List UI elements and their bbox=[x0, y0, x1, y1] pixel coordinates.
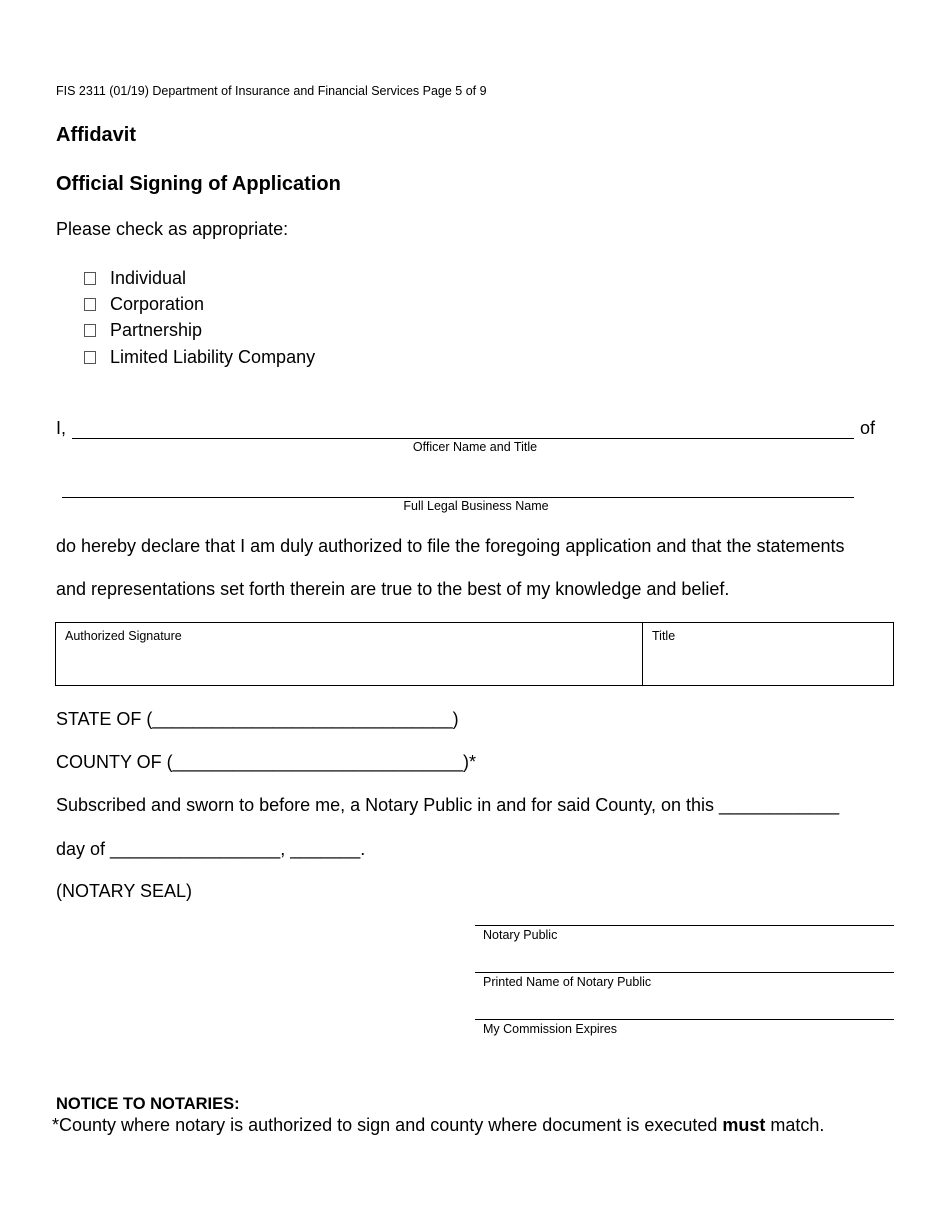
signature-table bbox=[55, 622, 894, 686]
authorized-signature-field[interactable] bbox=[56, 623, 643, 685]
declaration-line-1: do hereby declare that I am duly authorized to file the foregoing application and that the statements bbox=[56, 536, 845, 556]
checkbox-icon[interactable] bbox=[84, 272, 96, 285]
business-caption: Full Legal Business Name bbox=[403, 499, 549, 513]
section-title: Official Signing of Application bbox=[56, 173, 341, 195]
day-line: day of _________________, _______. bbox=[56, 839, 366, 859]
officer-name-field[interactable] bbox=[72, 420, 854, 439]
checkbox-llc[interactable] bbox=[84, 347, 315, 368]
title-field[interactable] bbox=[643, 623, 893, 685]
checkbox-label: Individual bbox=[110, 268, 187, 288]
checkbox-corporation[interactable] bbox=[84, 294, 204, 315]
county-line: COUNTY OF (_____________________________)* bbox=[56, 752, 476, 772]
state-line: STATE OF (______________________________) bbox=[56, 709, 459, 729]
notary-seal: (NOTARY SEAL) bbox=[56, 881, 193, 901]
instruction-text: Please check as appropriate: bbox=[56, 219, 289, 239]
notary-public-field[interactable] bbox=[475, 925, 894, 942]
declaration-suffix: of bbox=[860, 418, 876, 438]
officer-line bbox=[56, 418, 875, 439]
notice-title: NOTICE TO NOTARIES: bbox=[56, 1095, 240, 1113]
checkbox-icon[interactable] bbox=[84, 351, 96, 364]
page-title: Affidavit bbox=[56, 124, 136, 146]
notice-text-before: *County where notary is authorized to sign and county where document is executed bbox=[52, 1115, 723, 1135]
business-name-field[interactable] bbox=[62, 478, 854, 498]
checkbox-icon[interactable] bbox=[84, 324, 96, 337]
notice-text bbox=[52, 1115, 824, 1136]
notary-public-label: Notary Public bbox=[483, 928, 558, 942]
commission-label: My Commission Expires bbox=[483, 1022, 618, 1036]
checkbox-label: Corporation bbox=[110, 294, 205, 314]
form-header: FIS 2311 (01/19) Department of Insurance and Financial Services Page 5 of 9 bbox=[56, 84, 487, 98]
checkbox-label: Limited Liability Company bbox=[110, 347, 316, 367]
officer-caption: Officer Name and Title bbox=[412, 440, 538, 454]
checkbox-partnership[interactable] bbox=[84, 320, 202, 341]
declaration-prefix: I, bbox=[56, 418, 67, 438]
commission-expires-field[interactable] bbox=[475, 1019, 894, 1036]
checkbox-label: Partnership bbox=[110, 320, 203, 340]
signature-label: Authorized Signature bbox=[65, 629, 182, 643]
printed-name-field[interactable] bbox=[475, 972, 894, 989]
printed-name-label: Printed Name of Notary Public bbox=[483, 975, 652, 989]
checkbox-individual[interactable] bbox=[84, 268, 186, 289]
checkbox-icon[interactable] bbox=[84, 298, 96, 311]
sworn-line: Subscribed and sworn to before me, a Notary Public in and for said County, on this ____________ bbox=[56, 795, 840, 815]
declaration-line-2: and representations set forth therein are true to the best of my knowledge and belief. bbox=[56, 579, 730, 599]
title-label: Title bbox=[652, 629, 676, 643]
notice-text-bold: must bbox=[722, 1115, 766, 1135]
notice-text-after: match. bbox=[765, 1115, 825, 1135]
